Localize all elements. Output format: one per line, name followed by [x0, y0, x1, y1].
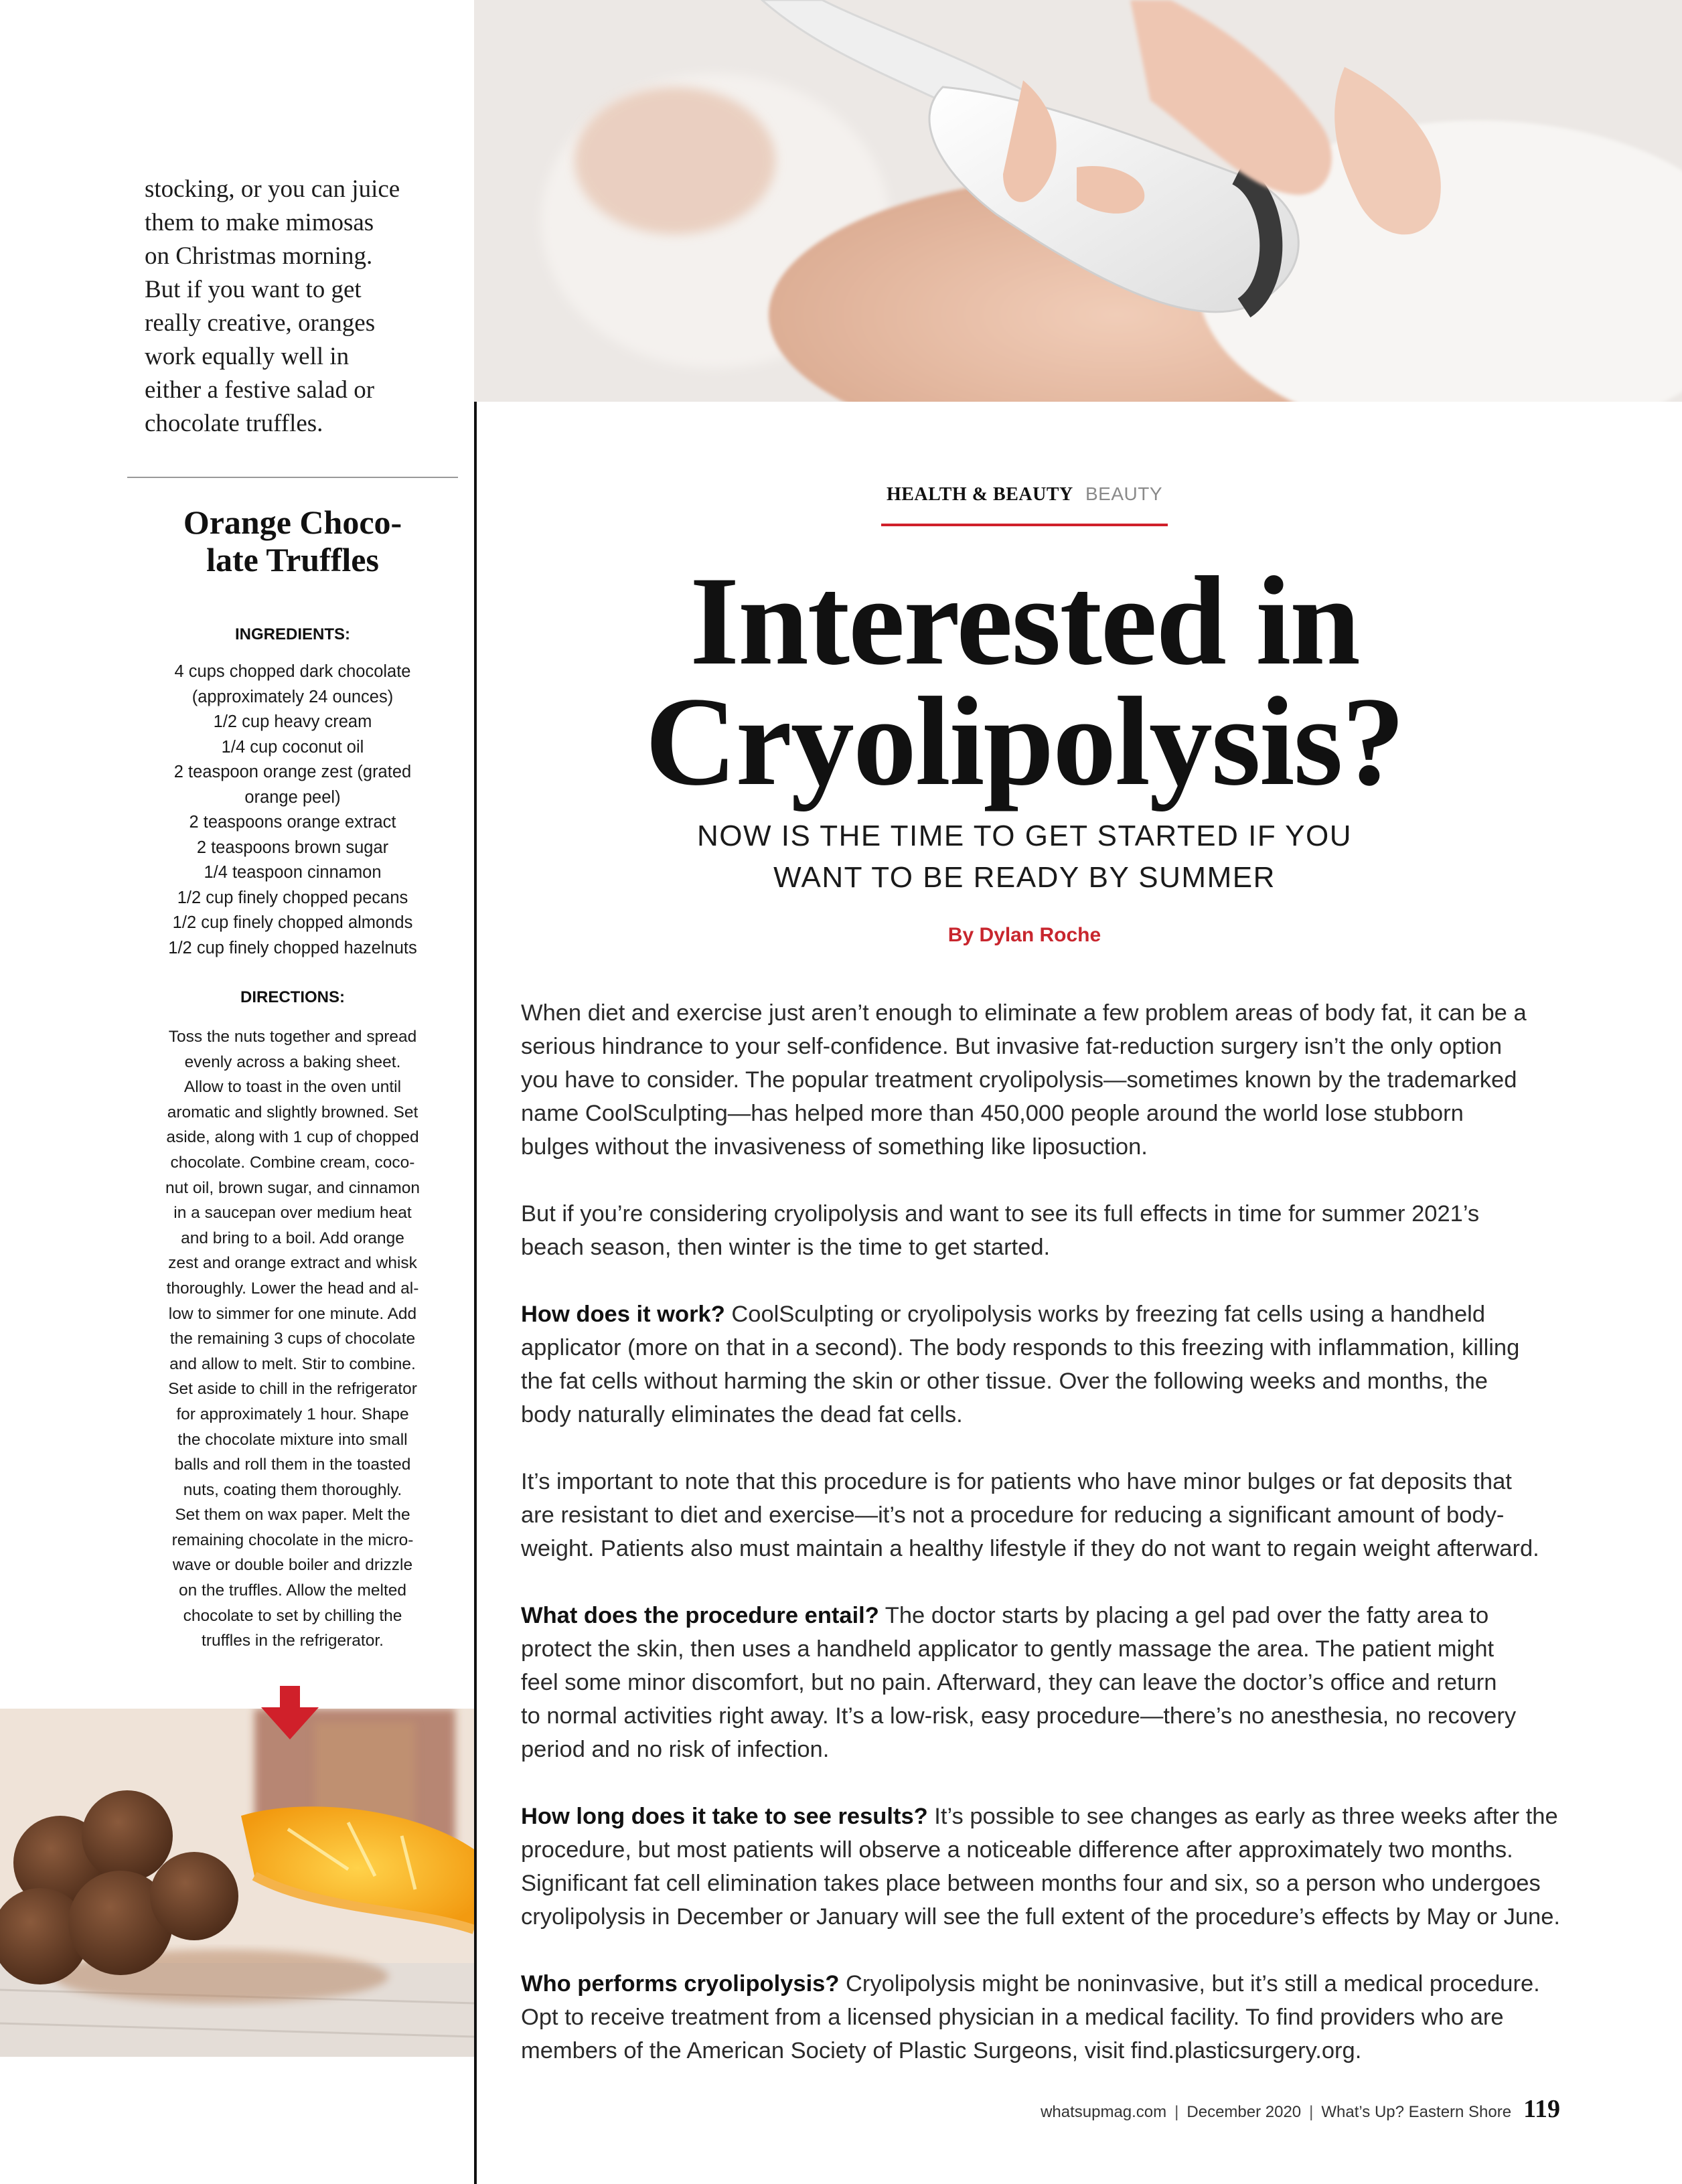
text-line: period and no risk of infection. [521, 1737, 830, 1762]
ingredient-line: 1/4 cup coconut oil [221, 737, 364, 757]
subsection-name: BEAUTY [1085, 483, 1163, 504]
text-line [521, 1800, 1565, 1833]
ingredient-line: 1/2 cup heavy cream [213, 712, 372, 731]
ingredient-line: 2 teaspoon orange zest (grated [173, 763, 412, 781]
paragraph-lead: Who performs cryolipolysis? [521, 1971, 840, 1997]
ingredient-line: 1/2 cup finely chopped pecans [177, 888, 408, 907]
direction-line: Set them on wax paper. Melt the [175, 1506, 410, 1525]
text-line: When diet and exercise just aren’t enough to eliminate a few problem areas of body fat, it can be a [521, 1000, 1527, 1026]
page-footer [924, 2094, 1560, 2124]
headline-line: Interested in [690, 551, 1359, 692]
headline-line: Cryolipolysis? [645, 672, 1404, 812]
direction-line: on the truffles. Allow the melted [178, 1581, 407, 1600]
text-line: applicator (more on that in a second). The body responds to this freezing with inflammation, killing [521, 1335, 1520, 1360]
text-line: work equally well in [145, 343, 350, 370]
direction-line: wave or double boiler and drizzle [172, 1556, 413, 1575]
section-name: HEALTH & BEAUTY [886, 484, 1073, 505]
truffle-photo-illustration [0, 1709, 474, 2057]
recipe-title-line: Orange Choco- [183, 503, 402, 541]
section-underline [881, 524, 1168, 526]
text-line: Significant fat cell elimination takes place between months four and six, so a person who undergoes [521, 1871, 1541, 1896]
text-fragment: It’s possible to see changes as early as three weeks after the [927, 1804, 1558, 1829]
direction-line: and bring to a boil. Add orange [181, 1229, 404, 1247]
recipe-title-line: late Truffles [206, 541, 379, 578]
text-line: serious hindrance to your self-confidence. But invasive fat-reduction surgery isn’t the only option [521, 1034, 1503, 1059]
text-line: bulges without the invasiveness of something like liposuction. [521, 1134, 1148, 1160]
column-divider [474, 402, 477, 2184]
direction-line: nut oil, brown sugar, and cinnamon [165, 1178, 420, 1197]
direction-line: remaining chocolate in the micro- [171, 1531, 414, 1549]
text-line: really creative, oranges [145, 309, 376, 337]
text-line: are resistant to diet and exercise—it’s not a procedure for reducing a significant amount of body- [521, 1502, 1505, 1528]
sidebar-intro-text [145, 173, 459, 441]
text-line: But if you’re considering cryolipolysis and want to see its full effects in time for summer 2021’s [521, 1201, 1480, 1227]
directions-heading: DIRECTIONS: [240, 988, 345, 1006]
text-fragment: Cryolipolysis might be noninvasive, but it’s still a medical procedure. [839, 1971, 1540, 1997]
text-line: body naturally eliminates the dead fat cells. [521, 1402, 963, 1427]
ingredient-line: 1/2 cup finely chopped almonds [172, 913, 413, 932]
direction-line: Allow to toast in the oven until [183, 1078, 402, 1097]
text-line: It’s important to note that this procedure is for patients who have minor bulges or fat deposits that [521, 1469, 1512, 1494]
byline: By Dylan Roche [947, 924, 1101, 946]
text-fragment: The doctor starts by placing a gel pad over the fatty area to [878, 1603, 1489, 1628]
direction-line: aromatic and slightly browned. Set [167, 1103, 418, 1121]
direction-line: nuts, coating them thoroughly. [183, 1480, 402, 1499]
text-line: cryolipolysis in December or January will see the full extent of the procedure’s effects by May or June. [521, 1904, 1560, 1930]
subheadline-line: NOW IS THE TIME TO GET STARTED IF YOU [696, 820, 1353, 852]
direction-line: the chocolate mixture into small [177, 1430, 408, 1449]
article-paragraph [521, 996, 1565, 1164]
footer-website: whatsupmag.com [1041, 2103, 1167, 2121]
direction-line: Toss the nuts together and spread [168, 1028, 417, 1046]
ingredient-line: 1/4 teaspoon cinnamon [204, 863, 382, 882]
direction-line: chocolate to set by chilling the [183, 1606, 402, 1625]
subheadline [603, 815, 1446, 899]
hero-photo [474, 0, 1682, 402]
text-line: protect the skin, then uses a handheld applicator to gently massage the area. The patient might [521, 1636, 1495, 1662]
article-paragraph [521, 1197, 1565, 1264]
text-line: them to make mimosas [145, 209, 374, 236]
direction-line: evenly across a baking sheet. [184, 1052, 401, 1071]
hero-photo-illustration [474, 0, 1682, 402]
direction-line: chocolate. Combine cream, coco- [170, 1153, 415, 1172]
truffle-photo [0, 1709, 474, 2057]
article-paragraph [521, 1967, 1565, 2068]
section-label [881, 483, 1168, 505]
page-number: 119 [1523, 2095, 1560, 2123]
direction-line: aside, along with 1 cup of chopped [166, 1128, 419, 1147]
headline [509, 551, 1540, 812]
footer-issue: December 2020 [1187, 2103, 1302, 2121]
footer-separator: | [1309, 2103, 1314, 2121]
ingredient-line: orange peel) [244, 787, 341, 807]
text-line [521, 1967, 1565, 2001]
sidebar-divider [127, 477, 458, 478]
direction-line: balls and roll them in the toasted [174, 1456, 411, 1474]
recipe-title [127, 503, 458, 578]
ingredients-heading: INGREDIENTS: [234, 625, 350, 643]
text-line: either a festive salad or [145, 376, 375, 404]
article-paragraph [521, 1298, 1565, 1431]
paragraph-lead: How does it work? [521, 1302, 725, 1327]
text-line: you have to consider. The popular treatment cryolipolysis—sometimes known by the trademarked [521, 1067, 1517, 1093]
article-paragraph [521, 1465, 1565, 1565]
paragraph-lead: How long does it take to see results? [521, 1804, 928, 1829]
direction-line: for approximately 1 hour. Shape [176, 1405, 409, 1423]
text-line: weight. Patients also must maintain a healthy lifestyle if they do not want to regain weight afterward. [521, 1536, 1539, 1561]
text-line: chocolate truffles. [145, 410, 323, 437]
text-line: the fat cells without harming the skin or other tissue. Over the following weeks and months, the [521, 1369, 1488, 1394]
text-line: stocking, or you can juice [145, 175, 400, 203]
ingredient-line: 2 teaspoons brown sugar [196, 838, 389, 857]
text-line [521, 1599, 1565, 1632]
ingredient-line: 2 teaspoons orange extract [189, 813, 396, 832]
text-fragment: CoolSculpting or cryolipolysis works by freezing fat cells using a handheld [724, 1302, 1486, 1327]
direction-line: and allow to melt. Stir to combine. [169, 1354, 416, 1373]
subheadline-line: WANT TO BE READY BY SUMMER [773, 861, 1276, 894]
direction-line: the remaining 3 cups of chocolate [169, 1330, 416, 1348]
direction-line: in a saucepan over medium heat [173, 1204, 412, 1223]
direction-line: Set aside to chill in the refrigerator [168, 1380, 417, 1399]
text-line: Opt to receive treatment from a licensed physician in a medical facility. To find providers who are [521, 2005, 1504, 2030]
paragraph-lead: What does the procedure entail? [521, 1603, 879, 1628]
text-line [521, 1298, 1565, 1331]
text-line: beach season, then winter is the time to get started. [521, 1235, 1051, 1260]
directions-text [127, 1024, 458, 1654]
text-line: to normal activities right away. It’s a low-risk, easy procedure—there’s no anesthesia, no recovery [521, 1703, 1517, 1729]
article-paragraph [521, 1599, 1565, 1766]
ingredient-line: (approximately 24 ounces) [192, 687, 394, 706]
text-line: feel some minor discomfort, but no pain. Afterward, they can leave the doctor’s office and return [521, 1670, 1497, 1695]
article-paragraph [521, 1800, 1565, 1934]
footer-separator: | [1174, 2103, 1179, 2121]
text-line: members of the American Society of Plastic Surgeons, visit find.plasticsurgery.org. [521, 2038, 1362, 2063]
direction-line: zest and orange extract and whisk [168, 1254, 417, 1273]
ingredient-line: 4 cups chopped dark chocolate [174, 662, 411, 681]
text-line: procedure, but most patients will observe a noticeable difference after approximately two months. [521, 1837, 1513, 1863]
direction-line: thoroughly. Lower the head and al- [166, 1279, 419, 1298]
text-line: on Christmas morning. [145, 242, 373, 270]
text-line: But if you want to get [145, 276, 362, 303]
footer-publication: What’s Up? Eastern Shore [1321, 2103, 1512, 2121]
direction-line: truffles in the refrigerator. [202, 1632, 384, 1650]
direction-line: low to simmer for one minute. Add [168, 1304, 417, 1323]
text-line: name CoolSculpting—has helped more than 450,000 people around the world lose stubborn [521, 1101, 1464, 1126]
ingredient-line: 1/2 cup finely chopped hazelnuts [168, 938, 417, 957]
ingredients-list [127, 659, 458, 961]
down-arrow-icon [260, 1686, 320, 1739]
